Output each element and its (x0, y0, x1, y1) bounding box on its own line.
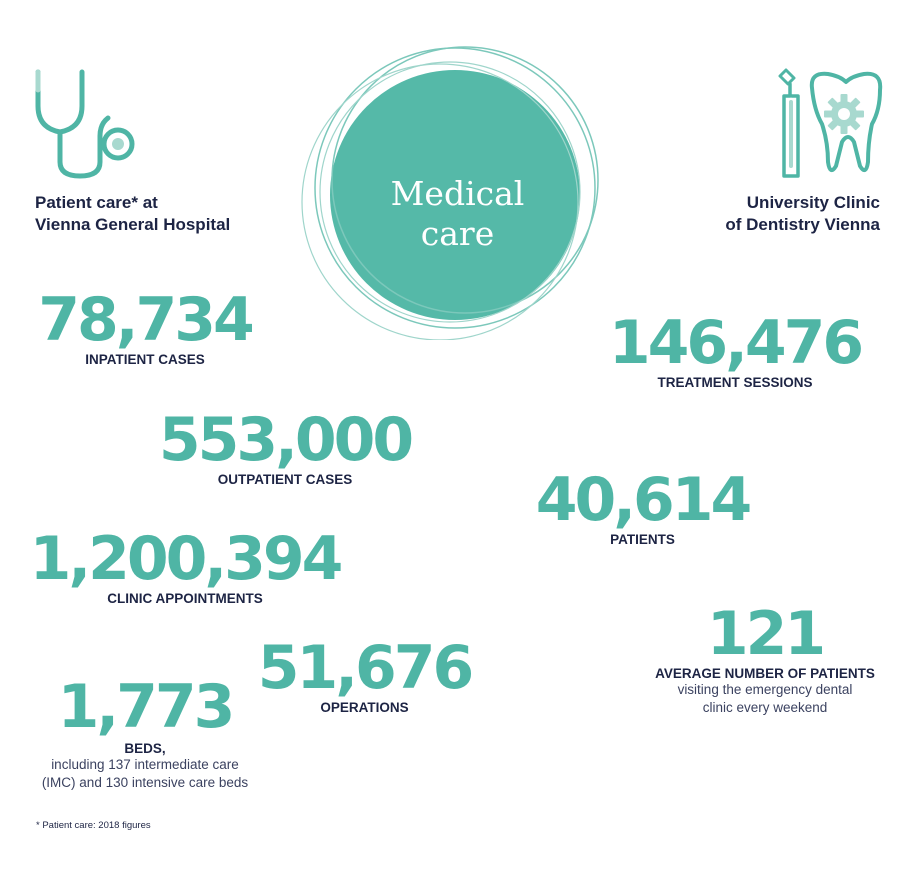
stat-value: 121 (706, 599, 824, 669)
stat-label: CLINIC APPOINTMENTS (107, 591, 263, 606)
gear-icon (824, 94, 864, 134)
stat-note: (IMC) and 130 intensive care beds (41, 775, 249, 790)
stat-treatment (608, 308, 862, 390)
left-heading-line1: Patient care* at (35, 193, 158, 212)
stat-patients (535, 465, 750, 547)
stat-note: clinic every weekend (702, 700, 828, 715)
stat-note: including 137 intermediate care (51, 757, 239, 772)
right-heading (725, 192, 880, 236)
stat-label: AVERAGE NUMBER OF PATIENTS (655, 666, 875, 681)
right-heading-line1: University Clinic (746, 193, 880, 212)
stat-value: 1,200,394 (29, 524, 341, 594)
stat-operations (257, 633, 472, 715)
stat-note: visiting the emergency dental (677, 682, 853, 697)
footnote: * Patient care: 2018 figures (36, 820, 151, 831)
stat-value: 553,000 (158, 405, 412, 475)
stethoscope-icon (30, 66, 140, 180)
stat-value: 51,676 (257, 633, 472, 703)
left-heading (35, 192, 230, 236)
stat-value: 1,773 (57, 672, 233, 742)
stat-label: BEDS, (124, 741, 166, 756)
center-title (370, 174, 545, 254)
stat-value: 146,476 (608, 308, 862, 378)
stat-label: PATIENTS (610, 532, 675, 547)
right-heading-line2: of Dentistry Vienna (725, 215, 880, 234)
stat-label: TREATMENT SESSIONS (657, 375, 813, 390)
left-heading-line2: Vienna General Hospital (35, 215, 231, 234)
stat-label: OUTPATIENT CASES (217, 472, 353, 487)
stat-value: 78,734 (38, 285, 252, 355)
stat-value: 40,614 (535, 465, 750, 535)
stat-inpatient (38, 285, 252, 367)
dental-tool-tooth-icon (776, 66, 884, 180)
stat-outpatient (158, 405, 412, 487)
stat-beds (30, 672, 260, 792)
stat-emergency (640, 599, 890, 717)
stat-label: INPATIENT CASES (85, 352, 205, 367)
center-title-line1: Medical (390, 174, 525, 213)
stat-label: OPERATIONS (320, 700, 409, 715)
center-title-line2: care (420, 214, 495, 253)
stat-appointments (29, 524, 341, 606)
